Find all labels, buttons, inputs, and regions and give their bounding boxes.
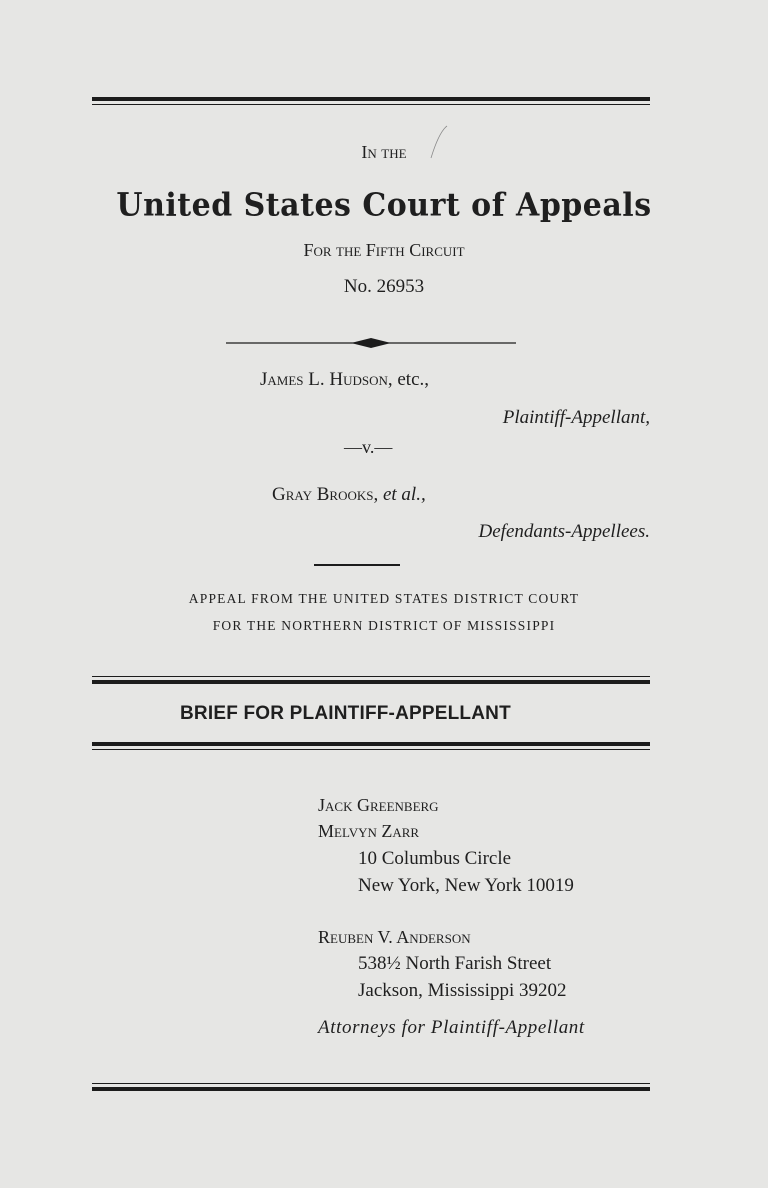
appeal-line-1: APPEAL FROM THE UNITED STATES DISTRICT COURT xyxy=(188,591,580,606)
plaintiff-line xyxy=(260,369,429,391)
address-2-line-1: 538½ North Farish Street xyxy=(358,953,552,974)
attorney-name-2: Melvyn Zarr xyxy=(318,821,420,841)
address-1-line-2: New York, New York 10019 xyxy=(358,875,574,896)
attorney-name-3: Reuben V. Anderson xyxy=(318,927,471,947)
defendant-et-al: et al., xyxy=(382,484,426,505)
case-number: No. 26953 xyxy=(343,276,425,297)
appeal-line-2: FOR THE NORTHERN DISTRICT OF MISSISSIPPI xyxy=(212,618,556,633)
versus-text: —v.— xyxy=(344,437,393,457)
bottom-double-rule xyxy=(92,1083,650,1091)
attorney-name-1: Jack Greenberg xyxy=(318,795,439,815)
brief-title: BRIEF FOR PLAINTIFF-APPELLANT xyxy=(180,703,511,724)
ornamental-divider xyxy=(226,335,516,351)
court-name: United States Court of Appeals xyxy=(116,187,652,224)
address-2-line-2: Jackson, Mississippi 39202 xyxy=(358,980,567,1001)
circuit-text: For the Fifth Circuit xyxy=(303,240,465,260)
defendant-name: Gray Brooks xyxy=(272,484,374,505)
address-1-line-1: 10 Columbus Circle xyxy=(358,848,512,869)
short-divider xyxy=(314,564,400,566)
in-the-text: In the xyxy=(361,142,407,162)
defendant-role: Defendants-Appellees. xyxy=(478,521,650,542)
title-bottom-double-rule xyxy=(92,742,650,750)
defendant-suffix: , xyxy=(373,484,383,505)
defendant-line xyxy=(272,484,426,506)
plaintiff-suffix: , etc., xyxy=(387,369,430,390)
title-top-double-rule xyxy=(92,676,650,684)
plaintiff-role: Plaintiff-Appellant, xyxy=(502,407,650,428)
plaintiff-name: James L. Hudson xyxy=(260,369,388,390)
top-double-rule xyxy=(92,97,650,105)
attorneys-role: Attorneys for Plaintiff-Appellant xyxy=(318,1017,585,1038)
